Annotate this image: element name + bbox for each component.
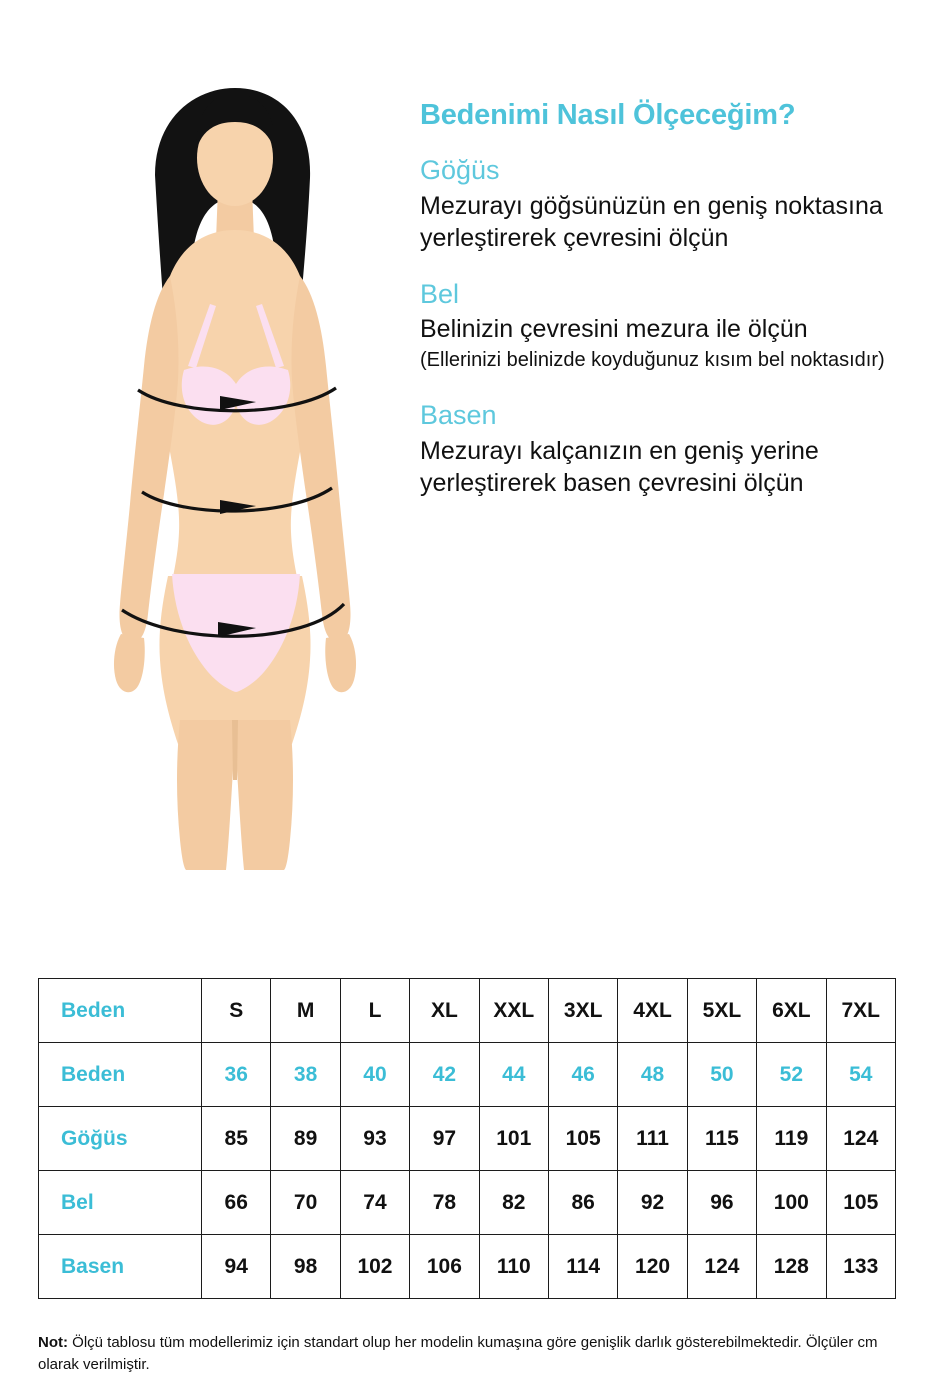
cell-bel-0: 66 — [202, 1171, 271, 1235]
table-header-size-8: 6XL — [757, 979, 826, 1043]
table-row — [39, 1043, 896, 1107]
footnote-prefix: Not: — [38, 1334, 68, 1351]
instruction-title-basen: Basen — [420, 400, 497, 431]
size-table-wrap — [38, 978, 896, 1299]
table-row-label-beden-numeric: Beden — [39, 1043, 202, 1107]
cell-basen-2: 102 — [340, 1235, 409, 1299]
left-leg — [177, 720, 235, 870]
cell-bel-3: 78 — [410, 1171, 479, 1235]
body-figure-svg — [60, 80, 410, 870]
right-hand — [325, 634, 356, 692]
table-header-size-2: L — [340, 979, 409, 1043]
table-row-label-basen: Basen — [39, 1235, 202, 1299]
table-header-label: Beden — [39, 979, 202, 1043]
cell-beden-9: 54 — [826, 1043, 895, 1107]
cell-beden-8: 52 — [757, 1043, 826, 1107]
footnote — [38, 1332, 908, 1376]
female-body-illustration — [60, 80, 410, 870]
cell-basen-4: 110 — [479, 1235, 548, 1299]
torso — [158, 230, 313, 602]
table-row-label-gogus: Göğüs — [39, 1107, 202, 1171]
cell-bel-4: 82 — [479, 1171, 548, 1235]
cell-beden-1: 38 — [271, 1043, 340, 1107]
cell-beden-5: 46 — [548, 1043, 617, 1107]
cell-gogus-5: 105 — [548, 1107, 617, 1171]
instruction-text-bel: Belinizin çevresini mezura ile ölçün — [420, 315, 808, 344]
instruction-title-gogus: Göğüs — [420, 154, 500, 185]
table-header-size-9: 7XL — [826, 979, 895, 1043]
cell-bel-8: 100 — [757, 1171, 826, 1235]
cell-beden-0: 36 — [202, 1043, 271, 1107]
cell-bel-5: 86 — [548, 1171, 617, 1235]
instruction-subtext-bel: (Ellerinizi belinizde koyduğunuz kısım bel noktasıdır) — [420, 349, 885, 372]
table-header-size-5: 3XL — [548, 979, 617, 1043]
cell-bel-9: 105 — [826, 1171, 895, 1235]
instruction-text-basen: Mezurayı kalçanızın en geniş yerine yerleştirerek basen çevresini ölçün — [420, 437, 819, 498]
table-header-size-3: XL — [410, 979, 479, 1043]
cell-bel-1: 70 — [271, 1171, 340, 1235]
cell-beden-2: 40 — [340, 1043, 409, 1107]
cell-beden-6: 48 — [618, 1043, 687, 1107]
cell-beden-4: 44 — [479, 1043, 548, 1107]
cell-basen-6: 120 — [618, 1235, 687, 1299]
cell-basen-0: 94 — [202, 1235, 271, 1299]
table-row — [39, 1235, 896, 1299]
table-header-size-4: XXL — [479, 979, 548, 1043]
table-row — [39, 1107, 896, 1171]
table-row-header — [39, 979, 896, 1043]
instruction-text-gogus: Mezurayı göğsünüzün en geniş noktasına yerleştirerek çevresini ölçün — [420, 191, 883, 252]
cell-bel-6: 92 — [618, 1171, 687, 1235]
cell-basen-8: 128 — [757, 1235, 826, 1299]
size-table — [38, 978, 896, 1299]
cell-gogus-6: 111 — [618, 1107, 687, 1171]
instruction-block-gogus — [420, 154, 900, 254]
right-leg — [235, 720, 293, 870]
cell-basen-3: 106 — [410, 1235, 479, 1299]
cell-gogus-7: 115 — [687, 1107, 756, 1171]
leg-gap — [232, 720, 238, 780]
cell-gogus-2: 93 — [340, 1107, 409, 1171]
cell-basen-1: 98 — [271, 1235, 340, 1299]
table-row-label-bel: Bel — [39, 1171, 202, 1235]
cell-gogus-8: 119 — [757, 1107, 826, 1171]
cell-gogus-3: 97 — [410, 1107, 479, 1171]
cell-gogus-4: 101 — [479, 1107, 548, 1171]
cell-gogus-1: 89 — [271, 1107, 340, 1171]
instruction-block-bel — [420, 278, 900, 374]
table-row — [39, 1171, 896, 1235]
left-hand — [114, 634, 145, 692]
cell-basen-9: 133 — [826, 1235, 895, 1299]
cell-beden-3: 42 — [410, 1043, 479, 1107]
cell-basen-7: 124 — [687, 1235, 756, 1299]
cell-basen-5: 114 — [548, 1235, 617, 1299]
instructions-column — [420, 100, 900, 513]
cell-bel-2: 74 — [340, 1171, 409, 1235]
cell-gogus-0: 85 — [202, 1107, 271, 1171]
table-header-size-1: M — [271, 979, 340, 1043]
table-header-size-7: 5XL — [687, 979, 756, 1043]
page-title: Bedenimi Nasıl Ölçeceğim? — [420, 99, 796, 131]
table-header-size-0: S — [202, 979, 271, 1043]
cell-beden-7: 50 — [687, 1043, 756, 1107]
cell-bel-7: 96 — [687, 1171, 756, 1235]
instruction-title-bel: Bel — [420, 278, 460, 309]
footnote-text: Ölçü tablosu tüm modellerimiz için standart olup her modelin kumaşına göre genişlik darlık gösterebilmektedir. Ölçüler cm olarak verilmiştir. — [38, 1334, 878, 1373]
table-header-size-6: 4XL — [618, 979, 687, 1043]
instruction-block-basen — [420, 399, 900, 499]
cell-gogus-9: 124 — [826, 1107, 895, 1171]
